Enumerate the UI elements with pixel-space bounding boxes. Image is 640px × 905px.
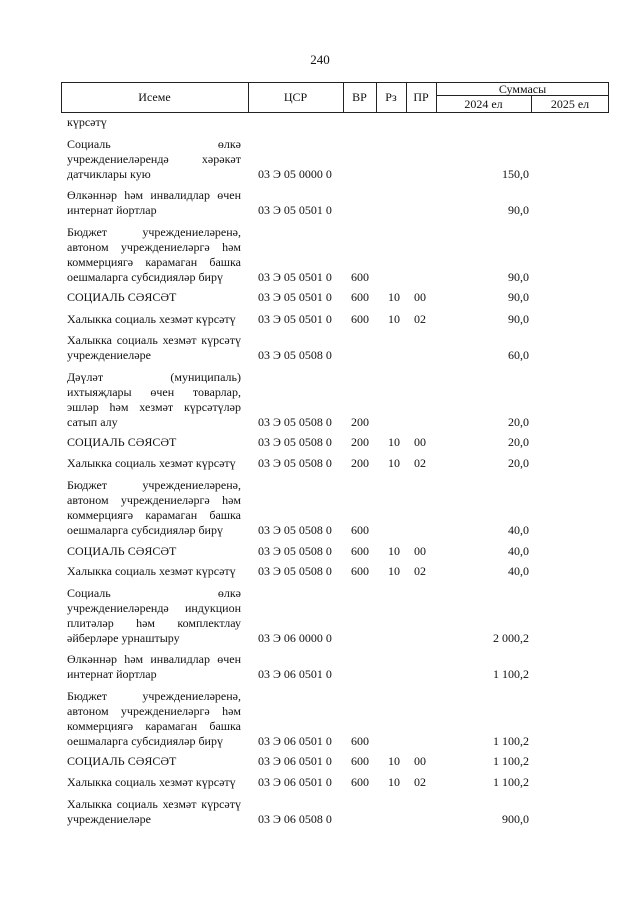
header-pr: ПР — [413, 90, 429, 104]
csr-cell: 03 Э 05 0508 0 — [258, 544, 332, 558]
sum-2024-cell: 20,0 — [508, 435, 529, 449]
row-name: СОЦИАЛЬ СӘЯСӘТ — [67, 290, 177, 304]
header-year-2024: 2024 ел — [464, 97, 503, 111]
sum-2024-cell: 40,0 — [508, 523, 529, 537]
csr-cell: 03 Э 05 0508 0 — [258, 456, 332, 470]
vr-cell: 600 — [351, 754, 369, 768]
row-name: Социаль өлкә учреждениеләрендә индукцион плитәләр һәм комплектлау әйберләре урнаштыру — [67, 586, 241, 645]
table-row — [67, 435, 609, 450]
rz-cell: 10 — [388, 290, 400, 304]
csr-cell: 03 Э 05 0508 0 — [258, 523, 332, 537]
table-row — [67, 652, 609, 682]
csr-cell: 03 Э 05 0508 0 — [258, 415, 332, 429]
sum-2024-cell: 150,0 — [502, 167, 529, 181]
sum-2024-cell: 1 100,2 — [493, 754, 529, 768]
vr-cell: 600 — [351, 312, 369, 326]
csr-cell: 03 Э 05 0508 0 — [258, 564, 332, 578]
sum-2024-cell: 60,0 — [508, 348, 529, 362]
sum-2024-cell: 20,0 — [508, 456, 529, 470]
csr-cell: 03 Э 06 0000 0 — [258, 631, 332, 645]
pr-cell: 02 — [414, 312, 426, 326]
sum-2024-cell: 20,0 — [508, 415, 529, 429]
csr-cell: 03 Э 05 0501 0 — [258, 203, 332, 217]
table-row — [67, 797, 609, 827]
sum-2024-cell: 2 000,2 — [493, 631, 529, 645]
vr-cell: 200 — [351, 435, 369, 449]
table-row — [67, 754, 609, 769]
row-name: күрсәтү — [67, 115, 107, 129]
row-name: Бюджет учреждениеләренә, автоном учреждениеләргә һәм коммерциягә карамаган башка оешмаларга субсидияләр бирү — [67, 689, 241, 748]
csr-cell: 03 Э 05 0000 0 — [258, 167, 332, 181]
table-row — [67, 544, 609, 559]
row-name: СОЦИАЛЬ СӘЯСӘТ — [67, 435, 177, 449]
table-row — [67, 456, 609, 471]
pr-cell: 02 — [414, 456, 426, 470]
row-name: Халыкка социаль хезмәт күрсәтү — [67, 564, 236, 578]
vr-cell: 600 — [351, 270, 369, 284]
pr-cell: 02 — [414, 564, 426, 578]
csr-cell: 03 Э 05 0501 0 — [258, 312, 332, 326]
pr-cell: 00 — [414, 290, 426, 304]
table-row — [67, 188, 609, 218]
row-name: Өлкәннәр һәм инвалидлар өчен интернат йортлар — [67, 188, 241, 217]
row-name: Социаль өлкә учреждениеләрендә хәрәкәт датчиклары кую — [67, 137, 241, 181]
csr-cell: 03 Э 05 0508 0 — [258, 435, 332, 449]
sum-2024-cell: 40,0 — [508, 564, 529, 578]
table-row — [67, 312, 609, 327]
csr-cell: 03 Э 06 0501 0 — [258, 734, 332, 748]
csr-cell: 03 Э 05 0501 0 — [258, 290, 332, 304]
table-row — [67, 564, 609, 579]
vr-cell: 600 — [351, 523, 369, 537]
row-name: Халыкка социаль хезмәт күрсәтү — [67, 775, 236, 789]
csr-cell: 03 Э 06 0501 0 — [258, 775, 332, 789]
sum-2024-cell: 900,0 — [502, 812, 529, 826]
table-body — [67, 115, 609, 827]
sum-2024-cell: 1 100,2 — [493, 667, 529, 681]
row-name: Бюджет учреждениеләренә, автоном учреждениеләргә һәм коммерциягә карамаган башка оешмаларга субсидияләр бирү — [67, 225, 241, 284]
row-name: СОЦИАЛЬ СӘЯСӘТ — [67, 544, 177, 558]
row-name: Халыкка социаль хезмәт күрсәтү учреждениеләре — [67, 797, 241, 826]
row-name: Өлкәннәр һәм инвалидлар өчен интернат йортлар — [67, 652, 241, 681]
sum-2024-cell: 90,0 — [508, 290, 529, 304]
vr-cell: 600 — [351, 564, 369, 578]
table-row — [67, 115, 609, 130]
pr-cell: 00 — [414, 544, 426, 558]
csr-cell: 03 Э 06 0508 0 — [258, 812, 332, 826]
row-name: Халыкка социаль хезмәт күрсәтү — [67, 456, 236, 470]
vr-cell: 600 — [351, 734, 369, 748]
row-name: Халыкка социаль хезмәт күрсәтү учреждениеләре — [67, 333, 241, 362]
csr-cell: 03 Э 06 0501 0 — [258, 667, 332, 681]
table-row — [67, 689, 609, 749]
page-number: 240 — [310, 52, 330, 67]
pr-cell: 02 — [414, 775, 426, 789]
table-row — [67, 775, 609, 790]
header-csr: ЦСР — [283, 90, 308, 104]
csr-cell: 03 Э 06 0501 0 — [258, 754, 332, 768]
header-rz: Рз — [385, 90, 397, 104]
header-name: Исеме — [138, 90, 171, 104]
row-name: СОЦИАЛЬ СӘЯСӘТ — [67, 754, 177, 768]
sum-2024-cell: 90,0 — [508, 270, 529, 284]
table-row — [67, 370, 609, 430]
pr-cell: 00 — [414, 754, 426, 768]
table-row — [67, 478, 609, 538]
sum-2024-cell: 40,0 — [508, 544, 529, 558]
rz-cell: 10 — [388, 435, 400, 449]
row-name: Халыкка социаль хезмәт күрсәтү — [67, 312, 236, 326]
table-row — [67, 225, 609, 285]
sum-2024-cell: 1 100,2 — [493, 734, 529, 748]
csr-cell: 03 Э 05 0501 0 — [258, 270, 332, 284]
table-row — [67, 290, 609, 305]
rz-cell: 10 — [388, 456, 400, 470]
pr-cell: 00 — [414, 435, 426, 449]
vr-cell: 200 — [351, 456, 369, 470]
csr-cell: 03 Э 05 0508 0 — [258, 348, 332, 362]
table-row — [67, 137, 609, 182]
vr-cell: 600 — [351, 544, 369, 558]
row-name: Бюджет учреждениеләренә, автоном учреждениеләргә һәм коммерциягә карамаган башка оешмаларга субсидияләр бирү — [67, 478, 241, 537]
rz-cell: 10 — [388, 312, 400, 326]
header-bottom-border — [61, 112, 609, 113]
sum-2024-cell: 1 100,2 — [493, 775, 529, 789]
vr-cell: 600 — [351, 290, 369, 304]
header-sums: Суммасы — [498, 82, 547, 96]
row-name: Дәүләт (муниципаль) ихтыяҗлары өчен товарлар, эшләр һәм хезмәт күрсәтүләр сатып алу — [67, 370, 241, 429]
rz-cell: 10 — [388, 544, 400, 558]
rz-cell: 10 — [388, 564, 400, 578]
table-header — [61, 82, 609, 112]
sum-2024-cell: 90,0 — [508, 203, 529, 217]
rz-cell: 10 — [388, 775, 400, 789]
rz-cell: 10 — [388, 754, 400, 768]
vr-cell: 200 — [351, 415, 369, 429]
table-row — [67, 586, 609, 646]
table-row — [67, 333, 609, 363]
sum-2024-cell: 90,0 — [508, 312, 529, 326]
vr-cell: 600 — [351, 775, 369, 789]
header-vr: ВР — [352, 90, 367, 104]
header-year-2025: 2025 ел — [550, 97, 590, 111]
